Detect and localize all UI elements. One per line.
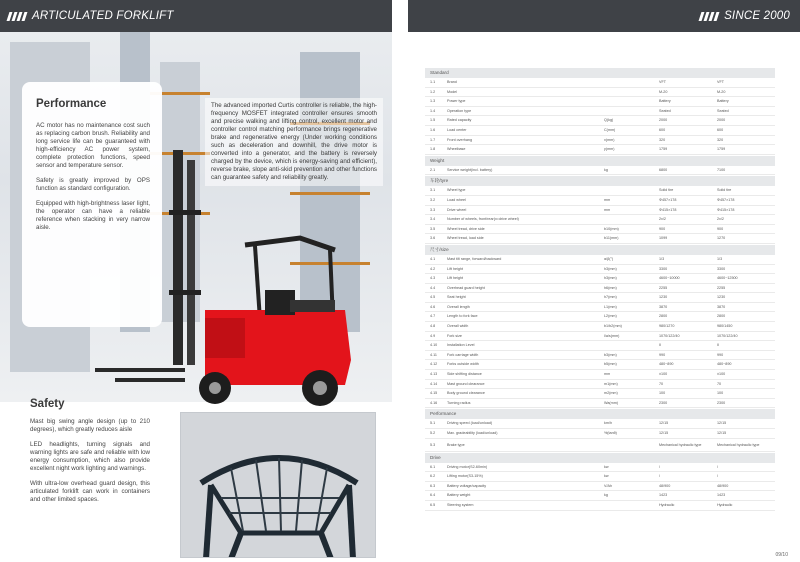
controller-description: The advanced imported Curtis controller is reliable, the high-frequency MOSFET integrated controller ensures smooth and precise walking and lifting control, excellent motor and controller control matching performance brings regenerative brake and regenerative energy (Under working conditions such as deceleration and downhill, the drive motor is converted into a generator, and the battery is reversely charged by the device, which is energy-saving and efficient), reverse brake, slope anti-skid prevention and other functions can guarantee safety and reliability greatly. [205,98,383,186]
left-header-title: ARTICULATED FORKLIFT [32,10,174,22]
spec-cell: Fork size [447,333,462,338]
left-header-bar [0,0,392,32]
spec-row [425,145,775,155]
spec-cell: 2800 [659,314,668,319]
spec-cell: 12/15 [659,431,669,435]
spec-cell [604,78,659,87]
spec-cell: 1423 [659,493,668,498]
spec-cell: 980/1450 [717,324,733,329]
spec-row [425,491,775,501]
spec-cell: 5.3 [430,442,436,447]
spec-cell: 4.5 [430,295,436,300]
spec-cell: Mechanical hydraulic type [717,442,760,447]
spec-row [425,215,775,225]
spec-cell: y(mm) [604,147,615,152]
stripes-icon [8,12,26,21]
spec-cell: 6.5 [430,502,436,507]
spec-row [425,274,775,284]
spec-cell: Seated [659,108,671,113]
spec-row [425,429,775,439]
spec-cell: L2(mm) [604,314,617,319]
spec-cell [604,215,659,224]
spec-cell: 4.11 [430,352,437,357]
safety-section [30,398,150,511]
spec-cell: α/β(°) [604,256,614,261]
spec-row [425,360,775,370]
spec-row [425,78,775,88]
spec-row [425,255,775,265]
spec-cell: Wheelbase [447,147,466,152]
spec-cell: 4.12 [430,362,438,367]
spec-cell: b5(mm) [604,362,617,367]
spec-cell: 2.1 [430,167,436,172]
spec-cell: b11(mm) [604,236,619,241]
spec-cell: 6.4 [430,493,436,498]
stripes-icon [700,12,718,21]
spec-cell: Installation Level [447,343,475,348]
spec-cell: Mechanical hydraulic type [659,442,702,447]
spec-cell: / [659,474,661,479]
spec-cell: 320 [659,137,666,142]
spec-cell: kw [604,464,609,469]
spec-cell: 1070/122/40 [659,333,680,338]
spec-cell: h7(mm) [604,295,617,300]
spec-cell: 990 [659,352,666,357]
spec-row [425,399,775,409]
spec-cell: 12/15 [717,431,727,435]
spec-cell: 1.2 [430,89,436,94]
spec-cell: 48/900 [717,483,729,488]
spec-cell: / [659,464,661,469]
spec-cell: 6800 [659,167,668,172]
spec-cell: Service weight(incl. battery) [447,167,493,172]
spec-cell: 1759 [717,147,726,152]
safety-paragraph: LED headlights, turning signals and warning lights are safe and reliable with low energy consumption, which also provide excellent night work lighting and warnings. [30,441,150,472]
spec-cell: Overhead guard height [447,285,485,290]
spec-cell: 3.4 [430,217,436,222]
spec-row [425,351,775,361]
spec-row [425,332,775,342]
spec-row [425,419,775,429]
spec-cell: Seated [717,108,729,113]
spec-cell: 4.4 [430,285,436,290]
spec-cell: Fork carriage width [447,352,479,357]
spec-cell: 4.6 [430,304,436,309]
spec-cell: Lift height [447,276,463,281]
spec-cell: Driving motor(S2-60min) [447,464,488,469]
spec-row [425,370,775,380]
spec-cell: 2x/2 [717,217,724,222]
spec-cell: 3.1 [430,188,436,193]
spec-cell: Brand [447,80,457,84]
spec-cell: M-20 [717,89,726,94]
spec-cell: mm [604,197,611,202]
spec-cell: 12/15 [717,421,727,426]
spec-cell: Wa(mm) [604,400,618,405]
spec-row [425,501,775,511]
spec-cell: kg [604,167,608,172]
spec-cell [604,88,659,97]
spec-cell [604,341,659,350]
spec-cell: 100 [659,391,666,396]
spec-cell: 4600~10000 [659,276,680,281]
spec-section-header: 尺寸/size [425,245,775,255]
spec-cell: 4.3 [430,276,436,281]
spec-cell: 1.8 [430,147,436,152]
spec-cell: Model [447,89,458,94]
spec-cell: 2800 [717,314,726,319]
spec-cell: V/Ah [604,483,612,488]
spec-cell: 900 [659,226,666,231]
spec-cell: 1/3 [659,256,665,261]
spec-cell: kg [604,493,608,498]
spec-cell: Battery voltage/capacity [447,483,487,488]
spec-section-header: Weight [425,156,775,166]
spec-cell: 320 [717,137,724,142]
spec-cell: 6.2 [430,474,436,479]
spec-row [425,186,775,196]
spec-cell: 1270 [717,236,726,241]
spec-row [425,206,775,216]
spec-cell: II [659,343,662,348]
spec-cell: Solid tire [659,188,674,193]
spec-row [425,265,775,275]
spec-cell: 2255 [717,285,726,290]
performance-paragraph: Equipped with high-brightness laser light, the operator can have a reliable reference when stacking in very narrow aisle. [36,200,150,231]
spec-cell: 600 [659,127,666,132]
spec-cell: 1230 [659,295,668,300]
spec-cell: m2(mm) [604,391,618,396]
spec-row [425,322,775,332]
spec-cell: VFT [659,80,666,84]
spec-cell: 1.5 [430,118,436,123]
spec-row [425,482,775,492]
spec-row [425,166,775,176]
safety-paragraph: Mast big swing angle design (up to 210 degrees), which greatly reduces aisle [30,418,150,433]
safety-paragraph: With ultra-low overhead guard design, this articulated forklift can work in containers and other limited spaces. [30,480,150,503]
spec-cell: ±100 [717,372,726,377]
spec-cell [604,107,659,116]
spec-cell: Rated capacity [447,118,472,123]
spec-cell: 980/1270 [659,324,675,329]
spec-cell: 6.3 [430,483,436,488]
spec-cell: 3.3 [430,207,436,212]
right-header-title: SINCE 2000 [724,10,790,22]
spec-cell: C(mm) [604,127,616,132]
overhead-guard-photo [180,412,376,558]
spec-cell: Length to fork face [447,314,478,319]
spec-cell: 3.6 [430,236,436,241]
spec-cell: Solid tire [717,188,732,193]
spec-cell: Steering system [447,502,474,507]
spec-cell [604,501,659,510]
spec-cell: 480~890 [717,362,732,367]
spec-row [425,380,775,390]
spec-cell: km/h [604,421,612,426]
spec-cell: L1(mm) [604,304,617,309]
spec-cell: / [717,464,719,469]
page-number: 09/10 [775,552,788,558]
spec-row [425,472,775,482]
spec-cell: 1423 [717,493,726,498]
spec-cell: Mast ground clearance [447,381,485,386]
spec-cell: x(mm) [604,137,615,142]
spec-cell: Wheel tread, drive side [447,226,485,231]
spec-cell: Q(kg) [604,118,614,123]
performance-paragraph: AC motor has no maintenance cost such as replacing carbon brush. Reliability and long service life can be guaranteed with high-efficiency AC power system, complete protection functions, speed sensor and temperature sensor. [36,122,150,169]
spec-cell: 1.1 [430,80,436,84]
spec-cell: Load center [447,127,467,132]
spec-cell: l/a/s(mm) [604,333,620,338]
spec-cell: Body ground clearance [447,391,485,396]
spec-cell: 12/15 [659,421,669,426]
spec-row [425,116,775,126]
spec-cell: 1.6 [430,127,436,132]
spec-cell: Driving speed (load/unload) [447,421,493,426]
spec-row [425,463,775,473]
spec-cell: Number of wheels, front/rear(x=drive wheel) [447,217,519,222]
spec-cell: Drive wheel [447,207,467,212]
spec-cell: Seat height [447,295,466,300]
spec-cell: 1230 [717,295,726,300]
spec-cell: 100 [717,391,724,396]
safety-title: Safety [30,398,65,410]
spec-cell: Operation type [447,108,472,113]
spec-cell: Brake type [447,442,465,447]
spec-row [425,303,775,313]
spec-cell: 2300 [659,400,668,405]
spec-cell: Max. gradeability (load/unload) [447,431,498,435]
spec-cell: 3870 [717,304,726,309]
spec-row [425,389,775,399]
spec-cell: Mast tilt range, forward/backward [447,256,502,261]
spec-cell: VFT [717,80,724,84]
spec-row [425,136,775,146]
spec-section-header: 车轮/tyre [425,176,775,186]
spec-row [425,88,775,98]
spec-section-header: Standard [425,68,775,78]
spec-row [425,341,775,351]
spec-cell: 1.7 [430,137,436,142]
spec-cell: II [717,343,720,348]
spec-cell: 7100 [717,167,726,172]
performance-title: Performance [36,98,107,110]
spec-cell: M-20 [659,89,668,94]
spec-cell: h6(mm) [604,285,617,290]
spec-cell: 3.5 [430,226,436,231]
spec-cell: Wheel type [447,188,466,193]
spec-cell: Φ457×178 [717,197,735,202]
spec-cell: Φ415×178 [717,207,735,212]
spec-cell: Φ415×178 [659,207,677,212]
spec-cell: Battery weight [447,493,471,498]
spec-cell: 3870 [659,304,668,309]
spec-cell: 1/3 [717,256,723,261]
spec-row [425,107,775,117]
spec-cell: kw [604,474,609,479]
spec-cell: 2255 [659,285,668,290]
spec-cell: Hydraulic [717,502,733,507]
spec-cell: 4.7 [430,314,436,319]
performance-paragraph: Safety is greatly improved by OPS function as standard configuration. [36,177,150,192]
spec-row [425,234,775,244]
spec-cell: mm [604,372,611,377]
spec-cell: 70 [659,381,664,386]
spec-cell: 1099 [659,236,668,241]
spec-cell: 4600~12500 [717,276,738,281]
spec-cell: Side shifting distance [447,372,482,377]
spec-row [425,293,775,303]
spec-section-header: Drive [425,453,775,463]
spec-cell: ±100 [659,372,668,377]
specification-table [425,67,775,511]
spec-cell: Turning radius [447,400,471,405]
spec-row [425,284,775,294]
spec-cell: / [717,474,719,479]
spec-cell [604,186,659,195]
spec-cell: m1(mm) [604,381,618,386]
spec-cell: h3(mm) [604,266,617,271]
spec-cell: 4.13 [430,372,438,377]
spec-cell: 480~890 [659,362,674,367]
spec-row [425,196,775,206]
spec-row [425,439,775,452]
spec-cell: b3(mm) [604,352,617,357]
spec-row [425,97,775,107]
spec-cell: Lift height [447,266,463,271]
spec-cell: Lifting motor(S3-15%) [447,474,483,479]
spec-cell: 4.14 [430,381,438,386]
spec-cell: 1759 [659,147,668,152]
spec-cell: b10(mm) [604,226,619,231]
spec-cell: Load wheel [447,197,466,202]
spec-cell: Wheel tread, load side [447,236,484,241]
spec-cell [604,97,659,106]
spec-cell: Battery [717,99,729,104]
spec-cell: 3300 [717,266,726,271]
spec-cell: 2x/2 [659,217,666,222]
spec-section-header: Performance [425,409,775,419]
spec-cell: Battery [659,99,671,104]
spec-cell: b1/b2(mm) [604,324,622,329]
spec-cell: 1070/122/40 [717,333,738,338]
spec-cell: h3(mm) [604,276,617,281]
spec-row [425,225,775,235]
spec-cell: 5.2 [430,431,436,435]
spec-cell: Power type [447,99,466,104]
spec-cell: Hydraulic [659,502,675,507]
spec-cell: 6.1 [430,464,436,469]
spec-cell: Overall length [447,304,470,309]
spec-cell: Forks outside width [447,362,479,367]
spec-cell: 900 [717,226,724,231]
spec-cell: 4.15 [430,391,438,396]
spec-cell: %(tanθ) [604,431,617,435]
spec-cell: Overall width [447,324,469,329]
spec-cell: 3300 [659,266,668,271]
spec-cell: Φ457×178 [659,197,677,202]
spec-cell: 2300 [717,400,726,405]
spec-cell: 4.2 [430,266,436,271]
spec-cell: 4.16 [430,400,438,405]
spec-cell: 4.1 [430,256,436,261]
spec-cell: 600 [717,127,724,132]
spec-cell: Front overhang [447,137,473,142]
spec-row [425,312,775,322]
right-header-bar [408,0,800,32]
spec-cell: 990 [717,352,724,357]
spec-cell: 4.10 [430,343,438,348]
spec-cell: 1.4 [430,108,436,113]
spec-cell: 4.8 [430,324,436,329]
spec-cell: 48/900 [659,483,671,488]
spec-cell: 3.2 [430,197,436,202]
spec-cell: 1.3 [430,99,436,104]
articulated-forklift-image [95,150,365,410]
spec-cell: 2000 [659,118,668,123]
spec-cell: 4.9 [430,333,436,338]
spec-cell [604,439,659,451]
spec-cell: 5.1 [430,421,436,426]
spec-cell: 70 [717,381,722,386]
spec-cell: mm [604,207,611,212]
spec-row [425,126,775,136]
spec-cell: 2000 [717,118,726,123]
